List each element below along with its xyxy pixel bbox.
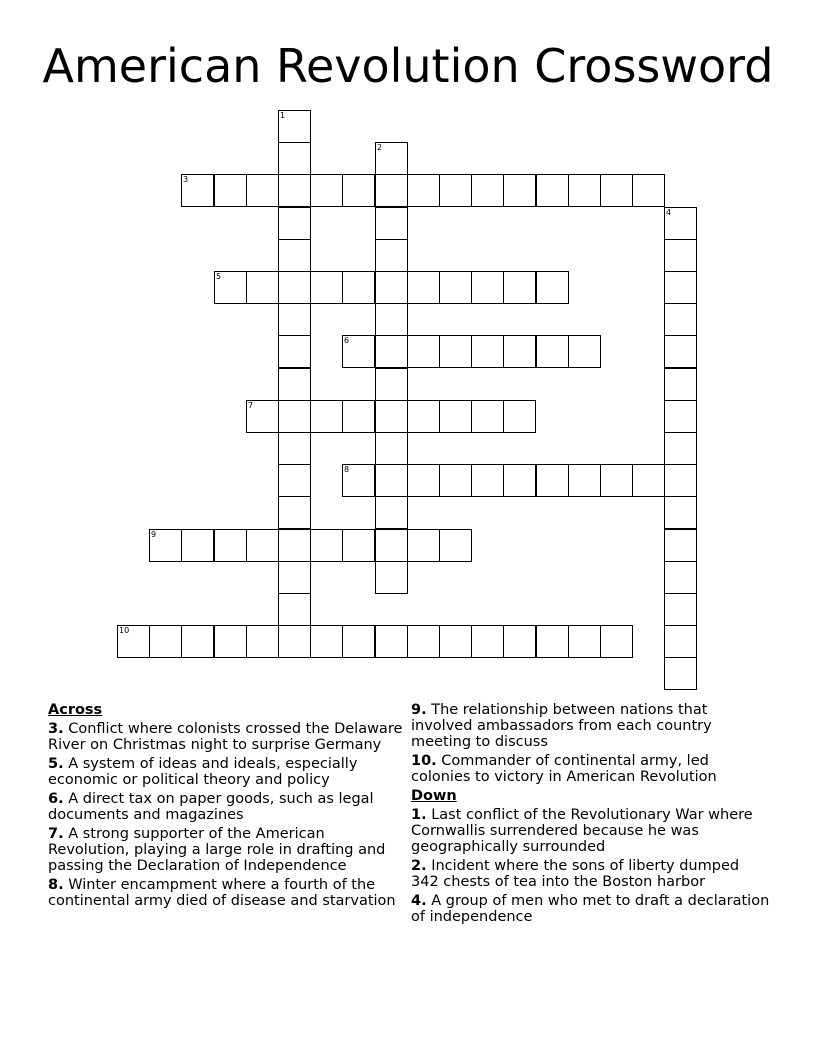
grid-cell[interactable] [310, 625, 343, 658]
grid-cell[interactable] [503, 464, 536, 497]
grid-cell[interactable] [664, 529, 697, 562]
grid-cell[interactable] [278, 464, 311, 497]
grid-cell[interactable] [278, 593, 311, 626]
clue-number: 6. [48, 791, 64, 807]
grid-cell[interactable] [664, 464, 697, 497]
grid-cell[interactable] [439, 174, 472, 207]
grid-cell[interactable] [375, 561, 408, 594]
grid-cell[interactable] [375, 368, 408, 401]
clue-number-label: 10 [119, 626, 130, 635]
grid-cell[interactable] [471, 464, 504, 497]
grid-cell[interactable] [149, 529, 182, 562]
grid-cell[interactable] [278, 625, 311, 658]
clue-number: 5. [48, 756, 64, 772]
clue-text: Conflict where colonists crossed the Delaware River on Christmas night to surprise Germany [48, 721, 403, 753]
grid-cell[interactable] [375, 464, 408, 497]
clue-number-label: 3 [183, 175, 189, 184]
grid-cell[interactable] [503, 335, 536, 368]
clue-number-label: 4 [666, 208, 672, 217]
grid-cell[interactable] [536, 174, 569, 207]
grid-cell[interactable] [375, 174, 408, 207]
grid-cell[interactable] [375, 142, 408, 175]
clue-text: Winter encampment where a fourth of the continental army died of disease and starvation [48, 877, 396, 909]
grid-cell[interactable] [664, 400, 697, 433]
grid-cell[interactable] [278, 529, 311, 562]
grid-cell[interactable] [310, 174, 343, 207]
grid-cell[interactable] [439, 529, 472, 562]
clue-number: 3. [48, 721, 64, 737]
grid-cell[interactable] [407, 271, 440, 304]
grid-cell[interactable] [600, 174, 633, 207]
grid-cell[interactable] [246, 174, 279, 207]
across-clue [48, 877, 410, 909]
grid-cell[interactable] [664, 207, 697, 240]
grid-cell[interactable] [439, 400, 472, 433]
grid-cell[interactable] [375, 239, 408, 272]
grid-cell[interactable] [407, 335, 440, 368]
grid-cell[interactable] [632, 464, 665, 497]
across-clue [48, 791, 410, 823]
grid-cell[interactable] [214, 174, 247, 207]
grid-cell[interactable] [278, 335, 311, 368]
grid-cell[interactable] [536, 625, 569, 658]
grid-cell[interactable] [536, 335, 569, 368]
clue-number-label: 8 [344, 465, 350, 474]
grid-cell[interactable] [375, 432, 408, 465]
grid-cell[interactable] [407, 625, 440, 658]
grid-cell[interactable] [246, 271, 279, 304]
grid-cell[interactable] [439, 625, 472, 658]
clue-text: Commander of continental army, led colonies to victory in American Revolution [411, 753, 717, 785]
clue-number: 9. [411, 702, 427, 718]
grid-cell[interactable] [214, 271, 247, 304]
grid-cell[interactable] [664, 303, 697, 336]
grid-cell[interactable] [664, 432, 697, 465]
grid-cell[interactable] [568, 464, 601, 497]
grid-cell[interactable] [214, 529, 247, 562]
grid-cell[interactable] [503, 400, 536, 433]
clue-text: A system of ideas and ideals, especially economic or political theory and policy [48, 756, 358, 788]
clue-number: 8. [48, 877, 64, 893]
clue-number: 7. [48, 826, 64, 842]
across-clue [48, 826, 410, 874]
across-clue [411, 753, 771, 785]
clue-text: A group of men who met to draft a declaration of independence [411, 893, 770, 925]
grid-cell[interactable] [278, 174, 311, 207]
grid-cell[interactable] [664, 239, 697, 272]
grid-cell[interactable] [664, 657, 697, 690]
grid-cell[interactable] [342, 625, 375, 658]
clue-number-label: 1 [280, 111, 286, 120]
grid-cell[interactable] [278, 561, 311, 594]
grid-cell[interactable] [278, 496, 311, 529]
grid-cell[interactable] [664, 496, 697, 529]
grid-cell[interactable] [632, 174, 665, 207]
grid-cell[interactable] [181, 174, 214, 207]
grid-cell[interactable] [503, 174, 536, 207]
grid-cell[interactable] [278, 368, 311, 401]
grid-cell[interactable] [278, 142, 311, 175]
grid-cell[interactable] [471, 335, 504, 368]
across-clue [411, 702, 771, 750]
grid-cell[interactable] [536, 271, 569, 304]
grid-cell[interactable] [149, 625, 182, 658]
grid-cell[interactable] [375, 303, 408, 336]
clue-text: Incident where the sons of liberty dumped 342 chests of tea into the Boston harbor [411, 858, 740, 890]
grid-cell[interactable] [342, 335, 375, 368]
grid-cell[interactable] [503, 625, 536, 658]
grid-cell[interactable] [664, 561, 697, 594]
grid-cell[interactable] [439, 271, 472, 304]
across-clue [48, 756, 410, 788]
clue-number-label: 5 [216, 272, 222, 281]
page-title: American Revolution Crossword [42, 39, 774, 93]
grid-cell[interactable] [503, 271, 536, 304]
grid-cell[interactable] [471, 271, 504, 304]
grid-cell[interactable] [600, 625, 633, 658]
grid-cell[interactable] [471, 625, 504, 658]
grid-cell[interactable] [407, 529, 440, 562]
grid-cell[interactable] [278, 271, 311, 304]
grid-cell[interactable] [375, 400, 408, 433]
grid-cell[interactable] [664, 271, 697, 304]
grid-cell[interactable] [117, 625, 150, 658]
grid-cell[interactable] [664, 625, 697, 658]
grid-cell[interactable] [439, 464, 472, 497]
clue-text: The relationship between nations that involved ambassadors from each country meeting to discuss [411, 702, 712, 750]
grid-cell[interactable] [342, 271, 375, 304]
grid-cell[interactable] [664, 368, 697, 401]
grid-cell[interactable] [310, 400, 343, 433]
grid-cell[interactable] [568, 625, 601, 658]
clue-number-label: 6 [344, 336, 350, 345]
grid-cell[interactable] [375, 207, 408, 240]
grid-cell[interactable] [278, 400, 311, 433]
grid-cell[interactable] [664, 593, 697, 626]
grid-cell[interactable] [439, 335, 472, 368]
clue-number: 4. [411, 893, 427, 909]
grid-cell[interactable] [342, 464, 375, 497]
clue-text: A strong supporter of the American Revolution, playing a large role in drafting and passing the Declaration of Independence [48, 826, 386, 874]
grid-cell[interactable] [471, 400, 504, 433]
grid-cell[interactable] [246, 400, 279, 433]
grid-cell[interactable] [568, 174, 601, 207]
clue-number-label: 7 [248, 401, 254, 410]
clue-text: Last conflict of the Revolutionary War where Cornwallis surrendered because he was geographically surrounded [411, 807, 753, 855]
grid-cell[interactable] [375, 271, 408, 304]
grid-cell[interactable] [278, 110, 311, 143]
grid-cell[interactable] [568, 335, 601, 368]
grid-cell[interactable] [407, 174, 440, 207]
grid-cell[interactable] [310, 529, 343, 562]
grid-cell[interactable] [278, 303, 311, 336]
grid-cell[interactable] [407, 400, 440, 433]
grid-cell[interactable] [278, 432, 311, 465]
across-clue [48, 721, 410, 753]
clue-number-label: 9 [151, 530, 157, 539]
grid-cell[interactable] [375, 496, 408, 529]
grid-cell[interactable] [181, 529, 214, 562]
clue-number-label: 2 [377, 143, 383, 152]
grid-cell[interactable] [664, 335, 697, 368]
down-clue [411, 807, 771, 855]
grid-cell[interactable] [342, 400, 375, 433]
grid-cell[interactable] [310, 271, 343, 304]
grid-cell[interactable] [375, 625, 408, 658]
grid-cell[interactable] [181, 625, 214, 658]
grid-cell[interactable] [375, 335, 408, 368]
grid-cell[interactable] [214, 625, 247, 658]
grid-cell[interactable] [246, 529, 279, 562]
clue-number: 10. [411, 753, 437, 769]
down-heading: Down [411, 788, 457, 804]
grid-cell[interactable] [407, 464, 440, 497]
down-clue [411, 893, 771, 925]
grid-cell[interactable] [342, 529, 375, 562]
down-clue [411, 858, 771, 890]
grid-cell[interactable] [375, 529, 408, 562]
grid-cell[interactable] [278, 207, 311, 240]
grid-cell[interactable] [246, 625, 279, 658]
across-heading: Across [48, 702, 103, 718]
grid-cell[interactable] [600, 464, 633, 497]
clues-left-column [48, 702, 410, 912]
clue-text: A direct tax on paper goods, such as legal documents and magazines [48, 791, 374, 823]
grid-cell[interactable] [278, 239, 311, 272]
clue-number: 1. [411, 807, 427, 823]
grid-cell[interactable] [536, 464, 569, 497]
grid-cell[interactable] [471, 174, 504, 207]
grid-cell[interactable] [342, 174, 375, 207]
clue-number: 2. [411, 858, 427, 874]
clues-right-column [411, 702, 771, 928]
